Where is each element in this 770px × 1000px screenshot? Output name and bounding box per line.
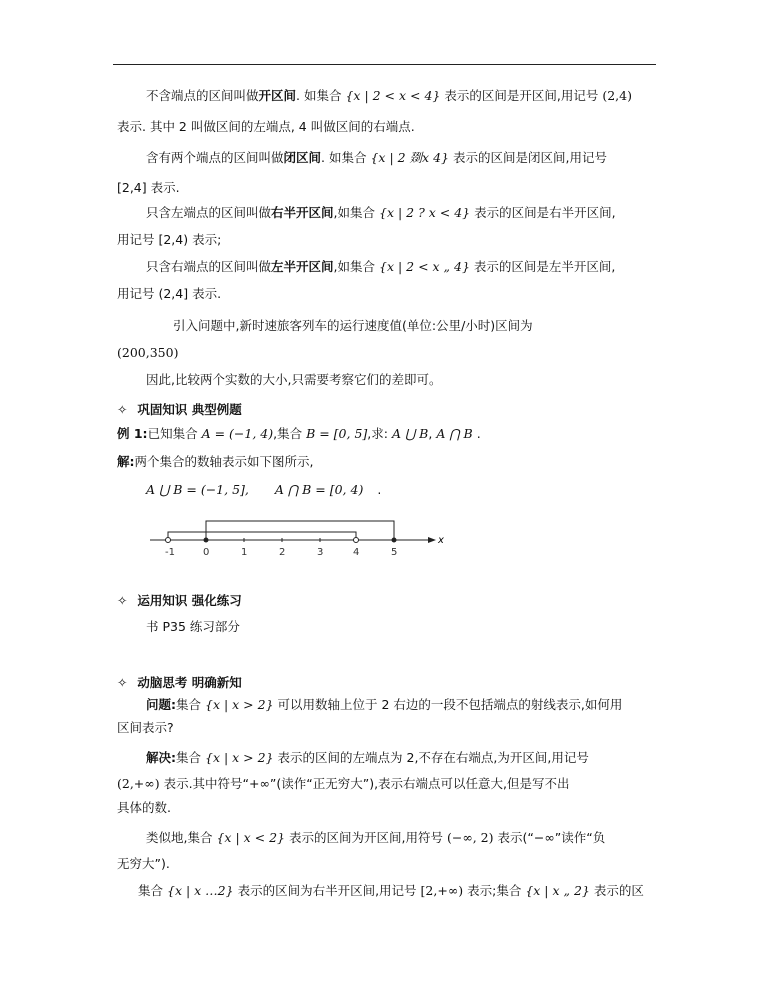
diamond-icon: ✧ (117, 593, 128, 608)
section-title: 运用知识 强化练习 (137, 593, 242, 608)
math-notation: (2,+∞) (117, 776, 160, 791)
text: ,如集合 (333, 259, 376, 274)
axis-label: x (438, 535, 444, 546)
math-set: {x | 2 < x < 4} (345, 88, 441, 103)
answer-label: 解决: (146, 750, 176, 765)
paragraph-line: [2,4] 表示. (117, 180, 180, 195)
math-notation: [2,+∞) (420, 883, 464, 898)
math-notation: (200,350) (117, 345, 179, 360)
example-label: 例 1: (117, 426, 148, 441)
diamond-icon: ✧ (117, 675, 128, 690)
section-title: 巩固知识 典型例题 (137, 402, 242, 417)
paragraph-line: 具体的数. (117, 800, 171, 815)
text: 表示的区间是闭区间,用记号 (452, 150, 607, 165)
text: 表示的区间是左半开区间, (473, 259, 616, 274)
math-set: {x | x > 2} (205, 750, 274, 765)
text: 不含端点的区间叫做 (146, 88, 259, 103)
math-set: {x | 2 ? x < 4} (379, 205, 471, 220)
section-heading (117, 675, 242, 691)
example-line: 例 1:已知集合 A = (−1, 4),集合 B = [0, 5],求: A ⋃ B, A ⋂ B . (117, 426, 481, 441)
tick-label: 3 (317, 547, 324, 558)
text: 表示的区间是右半开区间, (474, 205, 616, 220)
exercise-reference: 书 P35 练习部分 (146, 619, 240, 634)
text: 表示;集合 (467, 883, 522, 898)
tick-label: 2 (279, 547, 286, 558)
text: 表示的区间是开区间,用记号 (444, 88, 599, 103)
paragraph-line: 用记号 [2,4) 表示; (117, 232, 222, 247)
text: . (476, 426, 481, 441)
open-point-neg1 (166, 538, 171, 543)
math-set: {x | 2 < x „ 4} (379, 259, 470, 274)
tick-label: 0 (203, 547, 210, 558)
text: 表示的区间的左端点为 2,不存在右端点,为开区间,用记号 (277, 750, 589, 765)
math-set: {x | x < 2} (216, 830, 286, 845)
math-expr: A ⋂ B (436, 426, 473, 441)
text: ,如集合 (333, 205, 376, 220)
text: 集合 (138, 883, 164, 898)
section-title: 动脑思考 明确新知 (137, 675, 242, 690)
solution-label: 解: (117, 454, 135, 469)
text: 含有两个端点的区间叫做 (146, 150, 284, 165)
text: . (377, 482, 382, 497)
header-rule (113, 64, 656, 65)
term-open-interval: 开区间 (258, 88, 297, 103)
term-closed-interval: 闭区间 (283, 150, 322, 165)
text: 已知集合 (147, 426, 198, 441)
diamond-icon: ✧ (117, 402, 128, 417)
text: . 如集合 (296, 88, 342, 103)
text: ,集合 (273, 426, 303, 441)
text: 集合 (176, 697, 202, 712)
similar-line (146, 830, 605, 846)
text: 类似地,集合 (146, 830, 213, 845)
tick-label: -1 (165, 547, 175, 558)
text: 两个集合的数轴表示如下图所示, (134, 454, 314, 469)
closed-point-0 (204, 538, 209, 543)
math-notation: (2,4) (602, 88, 632, 103)
text: ,求: (367, 426, 388, 441)
text: 表示的区间为右半开区间,用记号 (237, 883, 417, 898)
answer-line (146, 750, 589, 766)
text: 只含右端点的区间叫做 (146, 259, 272, 274)
text: . 如集合 (321, 150, 367, 165)
tick-label: 1 (241, 547, 248, 558)
section-heading (117, 593, 242, 609)
text: 表示.其中符号“+∞”(读作“正无穷大”),表示右端点可以任意大,但是写不出 (163, 776, 570, 791)
term-left-half-open: 左半开区间 (271, 259, 334, 274)
tick-label: 4 (353, 547, 360, 558)
math-expr: A ⋃ B = (−1, 5], (146, 482, 249, 497)
text: 表示的区 (593, 883, 644, 898)
text: 表示的区间为开区间,用符号 (289, 830, 443, 845)
question-line (146, 697, 622, 713)
math-expr: A ⋃ B (391, 426, 429, 441)
left-half-open-paragraph (146, 259, 615, 275)
term-right-half-open: 右半开区间 (271, 205, 334, 220)
math-set: A = (−1, 4) (201, 426, 274, 441)
closed-interval-paragraph (146, 150, 607, 166)
open-point-4 (354, 538, 359, 543)
math-set: B = [0, 5] (306, 426, 368, 441)
paragraph-line: 因此,比较两个实数的大小,只需要考察它们的差即可。 (146, 372, 442, 387)
paragraph-line: 引入问题中,新时速旅客列车的运行速度值(单位:公里/小时)区间为 (173, 318, 533, 333)
math-set: {x | x „ 2} (525, 883, 590, 898)
solution-results (146, 482, 381, 498)
answer-line-2 (117, 776, 570, 792)
paragraph-line: 表示. 其中 2 叫做区间的左端点, 4 叫做区间的右端点. (117, 119, 415, 134)
math-set: {x | x > 2} (205, 697, 274, 712)
solution-line (117, 454, 313, 470)
paragraph-line: 用记号 (2,4] 表示. (117, 286, 222, 301)
set-b-bracket (206, 521, 394, 540)
closed-point-5 (392, 538, 397, 543)
question-label: 问题: (146, 697, 176, 712)
axis-arrow (428, 537, 436, 543)
right-half-open-paragraph (146, 205, 616, 221)
last-line (138, 883, 644, 899)
math-set: {x | x …2} (167, 883, 234, 898)
section-heading (117, 402, 242, 418)
tick-label: 5 (391, 547, 398, 558)
math-set: {x | 2 剟x 4} (370, 150, 449, 165)
number-line-diagram (140, 512, 450, 560)
math-expr: A ⋂ B = [0, 4) (274, 482, 364, 497)
paragraph-line: 无穷大”). (117, 856, 170, 871)
text: 只含左端点的区间叫做 (146, 205, 272, 220)
text: 表示(“−∞”读作“负 (497, 830, 606, 845)
text: 集合 (176, 750, 202, 765)
math-notation: (−∞, 2) (446, 830, 494, 845)
open-interval-paragraph (146, 88, 632, 104)
paragraph-line: 区间表示? (117, 720, 174, 735)
set-a-bracket (168, 532, 356, 540)
text: 可以用数轴上位于 2 右边的一段不包括端点的射线表示,如何用 (277, 697, 623, 712)
